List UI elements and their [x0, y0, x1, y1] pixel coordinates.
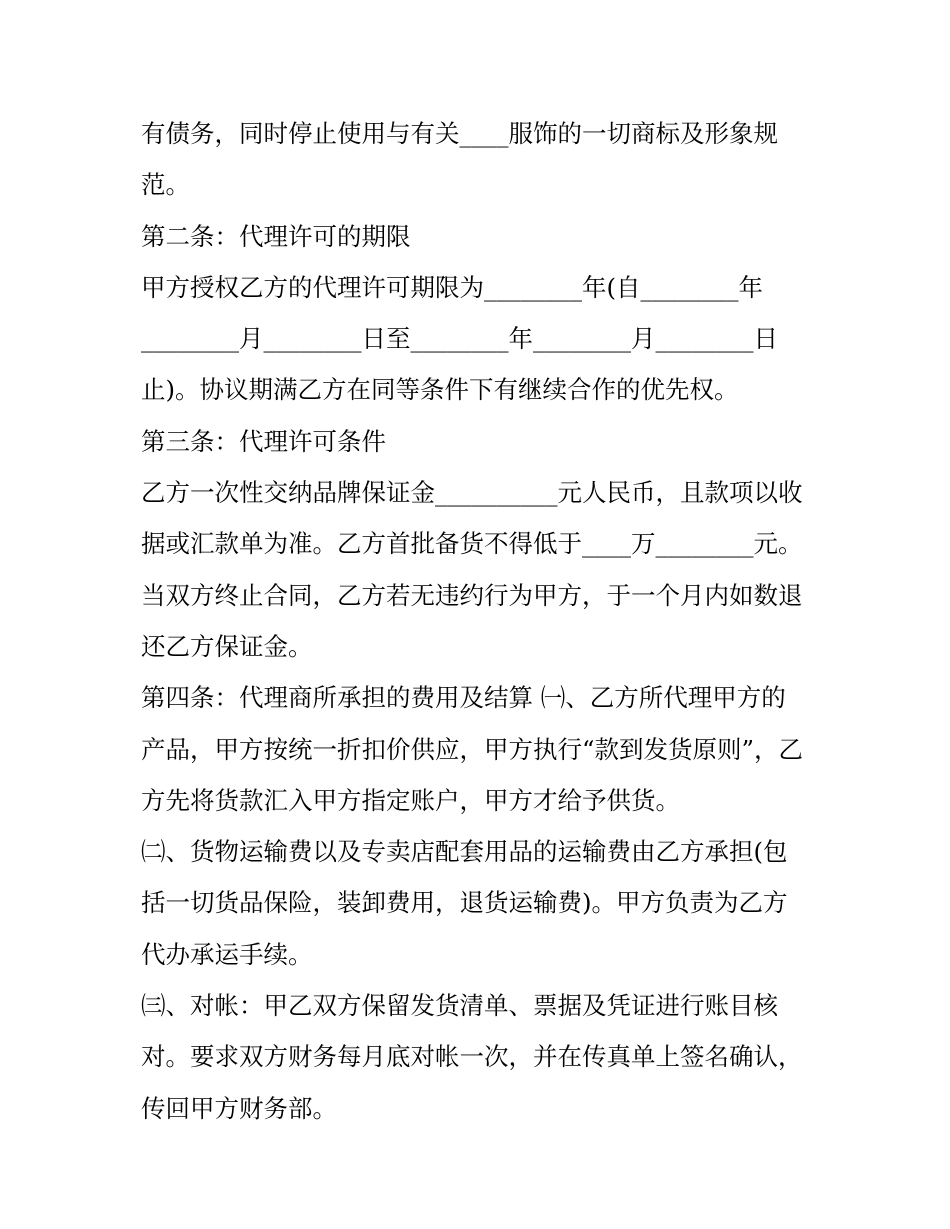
- text-line: ㈡、货物运输费以及专卖店配套用品的运输费由乙方承担(包: [141, 837, 788, 867]
- text-line: 方先将货款汇入甲方指定账户，甲方才给予供货。: [141, 785, 680, 815]
- text-line: 当双方终止合同，乙方若无违约行为甲方，于一个月内如数退: [141, 580, 803, 610]
- section-heading: 第二条：代理许可的期限: [141, 221, 411, 251]
- text-line: 乙方一次性交纳品牌保证金__________元人民币，且款项以收: [141, 478, 803, 508]
- text-line: 括一切货品保险，装卸费用，退货运输费)。甲方负责为乙方: [141, 888, 788, 918]
- text-line: 传回甲方财务部。: [141, 1093, 337, 1123]
- text-line: ________月________日至________年________月________日: [141, 324, 778, 354]
- text-line: 还乙方保证金。: [141, 631, 313, 661]
- section-heading: 第三条：代理许可条件: [141, 426, 386, 456]
- text-line: ㈢、对帐：甲乙双方保留发货清单、票据及凭证进行账目核: [141, 991, 778, 1021]
- text-line: 止)。协议期满乙方在同等条件下有继续合作的优先权。: [141, 375, 739, 405]
- text-line: 有债务，同时停止使用与有关____服饰的一切商标及形象规: [141, 119, 778, 148]
- text-line: 据或汇款单为准。乙方首批备货不得低于____万________元。: [141, 529, 803, 559]
- document-body: [141, 108, 821, 1134]
- text-line: 甲方授权乙方的代理许可期限为________年(自________年: [141, 272, 764, 302]
- section-heading: 第四条：代理商所承担的费用及结算 ㈠、乙方所代理甲方的: [141, 683, 786, 713]
- text-line: 产品，甲方按统一折扣价供应，甲方执行“款到发货原则”，乙: [141, 734, 804, 764]
- text-line: 范。: [141, 170, 190, 200]
- text-line: 代办承运手续。: [141, 939, 313, 969]
- text-line: 对。要求双方财务每月底对帐一次，并在传真单上签名确认，: [141, 1042, 803, 1072]
